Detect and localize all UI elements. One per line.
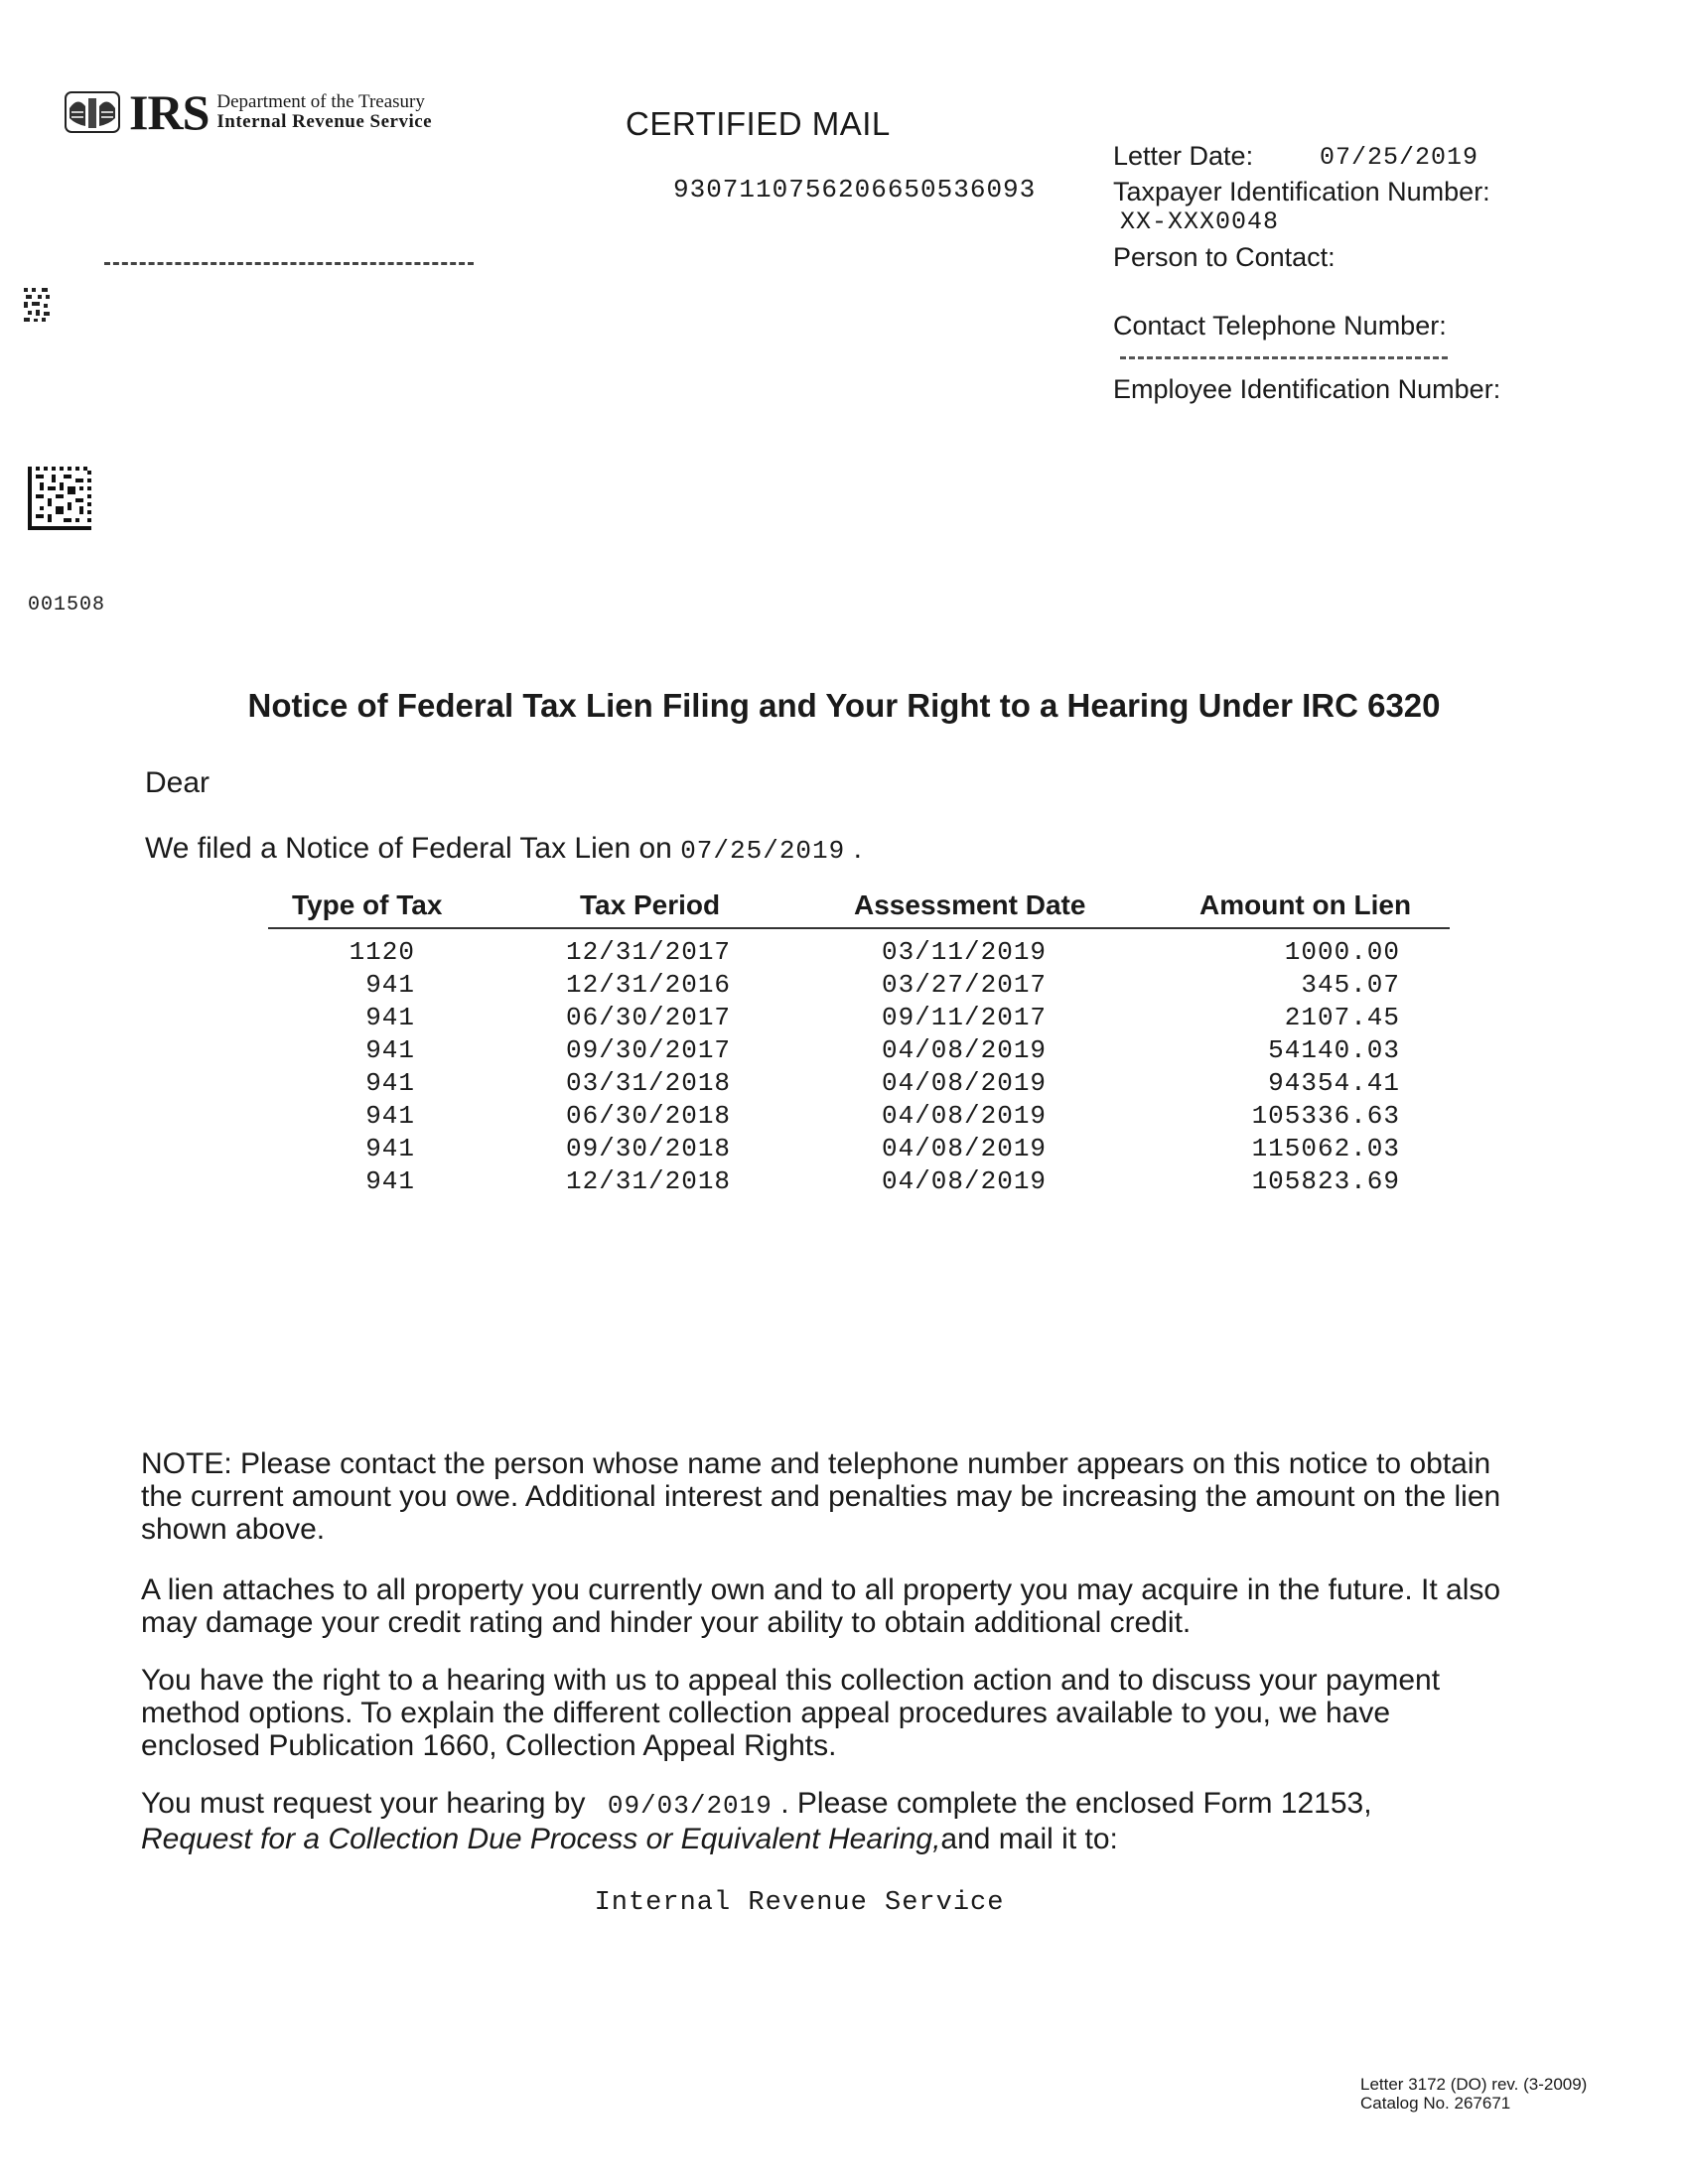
tin-value: XX-XXX0048 — [1120, 207, 1280, 236]
irs-logo — [64, 84, 433, 140]
irs-eagle-icon — [64, 88, 121, 136]
column-header-amount-on-lien: Amount on Lien — [1199, 889, 1412, 920]
lien-filed-statement — [145, 832, 862, 866]
table-row — [268, 1164, 1450, 1197]
cell-amount-on-lien: 105336.63 — [1251, 1101, 1400, 1131]
column-header-type-of-tax: Type of Tax — [292, 889, 443, 920]
redacted-address-line — [104, 252, 474, 265]
lien-line: A lien attaches to all property you currently own and to all property you may acquire in the future. It also — [141, 1573, 1501, 1606]
lien-filed-suffix: . — [853, 832, 862, 865]
cell-tax-period: 09/30/2017 — [566, 1035, 732, 1065]
cell-amount-on-lien: 345.07 — [1301, 970, 1400, 1000]
hearing-line: enclosed Publication 1660, Collection Appeal Rights. — [141, 1729, 837, 1762]
cell-assessment-date: 03/27/2017 — [882, 970, 1048, 1000]
lien-table — [268, 889, 1450, 1197]
form-number: Letter 3172 (DO) rev. (3-2009) — [1360, 2075, 1588, 2094]
table-row — [268, 935, 1450, 968]
table-row — [268, 968, 1450, 1001]
letter-date-label: Letter Date: — [1113, 141, 1254, 171]
cell-amount-on-lien: 105823.69 — [1251, 1166, 1400, 1196]
cell-type-of-tax: 941 — [365, 1035, 415, 1065]
mailing-address: Internal Revenue Service — [594, 1888, 1005, 1918]
catalog-number: Catalog No. 267671 — [1360, 2094, 1511, 2113]
deadline-suffix: . Please complete the enclosed Form 12153, — [780, 1787, 1372, 1820]
cell-amount-on-lien: 54140.03 — [1268, 1035, 1400, 1065]
hearing-line: You have the right to a hearing with us to appeal this collection action and to discuss your payment — [141, 1664, 1441, 1697]
deadline-prefix: You must request your hearing by — [141, 1787, 586, 1820]
lien-filed-date: 07/25/2019 — [680, 836, 846, 866]
column-header-assessment-date: Assessment Date — [854, 889, 1086, 920]
cell-tax-period: 09/30/2018 — [566, 1134, 732, 1163]
cell-assessment-date: 04/08/2019 — [882, 1166, 1048, 1196]
table-row — [268, 1066, 1450, 1099]
form-footer — [1360, 2075, 1587, 2113]
tracking-number: 9307110756206650536093 — [673, 175, 1037, 205]
cell-assessment-date: 04/08/2019 — [882, 1101, 1048, 1131]
cell-assessment-date: 04/08/2019 — [882, 1035, 1048, 1065]
irs-wordmark: IRS — [129, 84, 210, 140]
form-12153-title: Request for a Collection Due Process or Equivalent Hearing, — [141, 1823, 941, 1855]
cell-tax-period: 03/31/2018 — [566, 1068, 732, 1098]
letter-date-value: 07/25/2019 — [1320, 143, 1479, 172]
agency-name — [216, 92, 432, 132]
cell-assessment-date: 04/08/2019 — [882, 1068, 1048, 1098]
agency-line-2: Internal Revenue Service — [216, 111, 433, 132]
salutation: Dear — [145, 766, 211, 799]
redacted-phone-number — [1120, 350, 1448, 359]
cell-type-of-tax: 941 — [365, 1068, 415, 1098]
deadline-date: 09/03/2019 — [607, 1791, 773, 1821]
cell-type-of-tax: 941 — [365, 970, 415, 1000]
employee-id-label: Employee Identification Number: — [1113, 374, 1501, 404]
cell-type-of-tax: 941 — [365, 1003, 415, 1032]
datamatrix-barcode-icon — [28, 467, 91, 530]
cell-amount-on-lien: 94354.41 — [1268, 1068, 1400, 1098]
cell-assessment-date: 09/11/2017 — [882, 1003, 1048, 1032]
contact-phone-label: Contact Telephone Number: — [1113, 311, 1447, 341]
document-id: 001508 — [28, 594, 106, 616]
notice-title: Notice of Federal Tax Lien Filing and Your Right to a Hearing Under IRC 6320 — [247, 687, 1441, 724]
cell-tax-period: 06/30/2017 — [566, 1003, 732, 1032]
table-row — [268, 1132, 1450, 1164]
hearing-deadline-paragraph — [141, 1787, 1571, 1855]
certified-mail-heading: CERTIFIED MAIL — [626, 105, 891, 142]
agency-line-1: Department of the Treasury — [216, 91, 425, 112]
cell-assessment-date: 04/08/2019 — [882, 1134, 1048, 1163]
person-to-contact-label: Person to Contact: — [1113, 242, 1336, 272]
cell-type-of-tax: 1120 — [349, 937, 415, 967]
cell-tax-period: 12/31/2017 — [566, 937, 732, 967]
cell-assessment-date: 03/11/2019 — [882, 937, 1048, 967]
cell-tax-period: 12/31/2018 — [566, 1166, 732, 1196]
hearing-line: method options. To explain the different collection appeal procedures available to you, we have — [141, 1697, 1391, 1729]
cell-type-of-tax: 941 — [365, 1134, 415, 1163]
table-row — [268, 1001, 1450, 1033]
lien-table-header — [268, 889, 1450, 929]
note-line: shown above. — [141, 1513, 326, 1546]
cell-tax-period: 12/31/2016 — [566, 970, 732, 1000]
cell-amount-on-lien: 115062.03 — [1251, 1134, 1400, 1163]
cell-type-of-tax: 941 — [365, 1101, 415, 1131]
table-row — [268, 1033, 1450, 1066]
note-paragraph — [141, 1447, 1571, 1546]
note-line: NOTE: Please contact the person whose name and telephone number appears on this notice to obtain — [141, 1447, 1491, 1480]
tin-label: Taxpayer Identification Number: — [1113, 177, 1490, 206]
lien-paragraph — [141, 1573, 1571, 1639]
lien-filed-prefix: We filed a Notice of Federal Tax Lien on — [145, 832, 672, 865]
cell-tax-period: 06/30/2018 — [566, 1101, 732, 1131]
hearing-rights-paragraph — [141, 1664, 1571, 1762]
lien-line: may damage your credit rating and hinder your ability to obtain additional credit. — [141, 1606, 1192, 1639]
small-barcode-icon — [22, 286, 52, 324]
cell-amount-on-lien: 2107.45 — [1284, 1003, 1400, 1032]
table-row — [268, 1099, 1450, 1132]
note-line: the current amount you owe. Additional interest and penalties may be increasing the amount on the lien — [141, 1480, 1501, 1513]
cell-type-of-tax: 941 — [365, 1166, 415, 1196]
column-header-tax-period: Tax Period — [580, 889, 721, 920]
cell-amount-on-lien: 1000.00 — [1284, 937, 1400, 967]
deadline-tail: and mail it to: — [940, 1823, 1118, 1855]
